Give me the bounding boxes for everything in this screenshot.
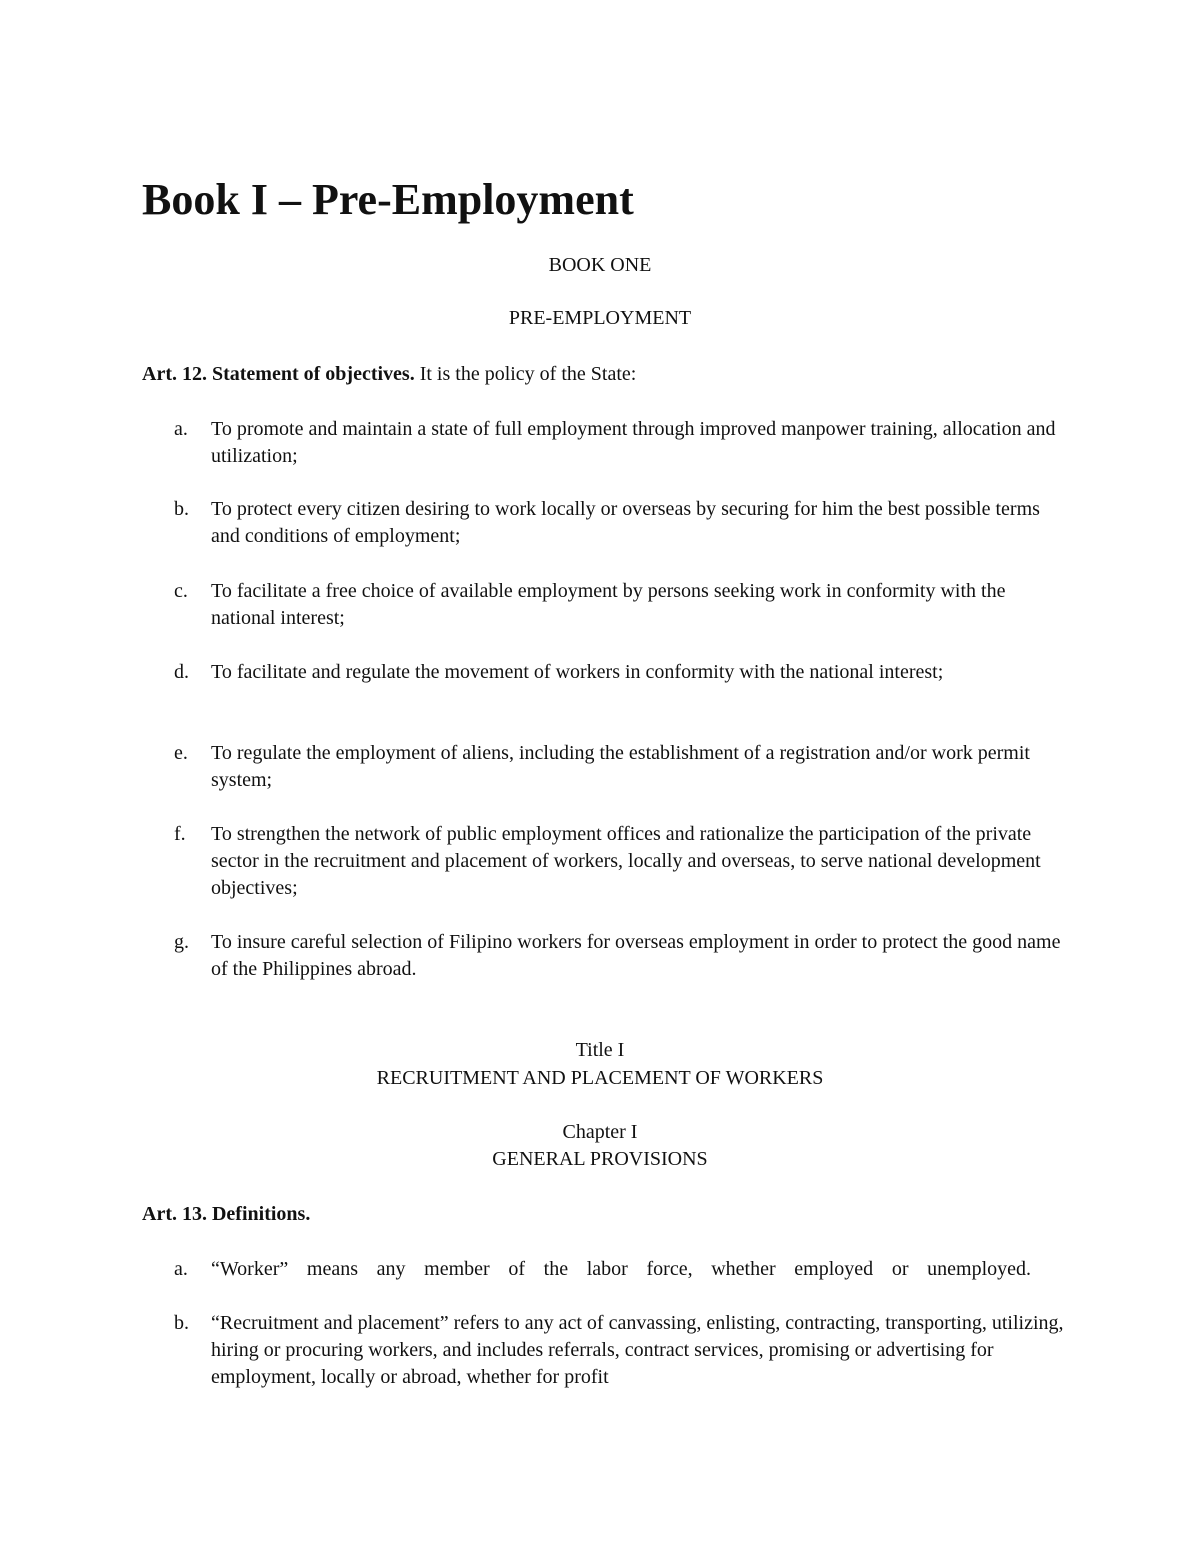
chapter-label: Chapter I xyxy=(562,1121,638,1143)
list-marker: a. xyxy=(174,1258,188,1280)
chapter-name: GENERAL PROVISIONS xyxy=(492,1148,708,1170)
list-item-text: To regulate the employment of aliens, including the establishment of a registration and/or work permit system; xyxy=(211,742,1030,791)
list-item-text: To facilitate a free choice of available employment by persons seeking work in conformity with the national interest; xyxy=(211,580,1006,629)
list-marker: b. xyxy=(174,498,189,520)
list-marker: e. xyxy=(174,742,188,764)
list-item xyxy=(174,1310,1064,1391)
article-13-heading xyxy=(142,1201,310,1228)
book-label: BOOK ONE xyxy=(548,254,652,276)
list-item-text: To protect every citizen desiring to work locally or overseas by securing for him the best possible terms and conditions of employment; xyxy=(211,498,1040,547)
list-item xyxy=(174,929,1064,983)
list-item xyxy=(174,1256,1064,1283)
list-item-text: To strengthen the network of public employment offices and rationalize the participation of the private sector in the recruitment and placement of workers, locally and overseas, to serve national development objectives; xyxy=(211,823,1041,899)
list-item-text: To facilitate and regulate the movement of workers in conformity with the national interest; xyxy=(211,661,944,683)
list-marker: a. xyxy=(174,418,188,440)
list-item-text: “Worker” means any member of the labor force, whether employed or unemployed. xyxy=(211,1258,1031,1280)
list-item xyxy=(174,416,1064,470)
article-13-number: Art. 13. Definitions. xyxy=(142,1203,311,1225)
list-marker: d. xyxy=(174,661,189,683)
article-12-heading xyxy=(142,361,636,388)
list-item-text: To insure careful selection of Filipino workers for overseas employment in order to protect the good name of the Philippines abroad. xyxy=(211,931,1061,980)
list-item xyxy=(174,659,1064,686)
list-item xyxy=(174,496,1064,550)
list-marker: f. xyxy=(174,823,186,845)
list-item xyxy=(174,821,1064,902)
article-12-number: Art. 12. Statement of objectives. xyxy=(142,363,415,385)
book-title: PRE-EMPLOYMENT xyxy=(508,307,692,329)
list-marker: c. xyxy=(174,580,188,602)
list-marker: g. xyxy=(174,931,189,953)
title-name: RECRUITMENT AND PLACEMENT OF WORKERS xyxy=(376,1067,824,1089)
title-label: Title I xyxy=(575,1039,625,1061)
list-item-text: “Recruitment and placement” refers to any act of canvassing, enlisting, contracting, transporting, utilizing, hiring or procuring workers, and includes referrals, contract services, promising or advertising for employment, locally or abroad, whether for profit xyxy=(211,1312,1064,1388)
list-item xyxy=(174,578,1064,632)
list-marker: b. xyxy=(174,1312,189,1334)
list-item-text: To promote and maintain a state of full employment through improved manpower training, allocation and utilization; xyxy=(211,418,1056,467)
page-title: Book I – Pre-Employment xyxy=(142,175,634,224)
article-12-intro: It is the policy of the State: xyxy=(414,363,637,385)
list-item xyxy=(174,740,1064,794)
